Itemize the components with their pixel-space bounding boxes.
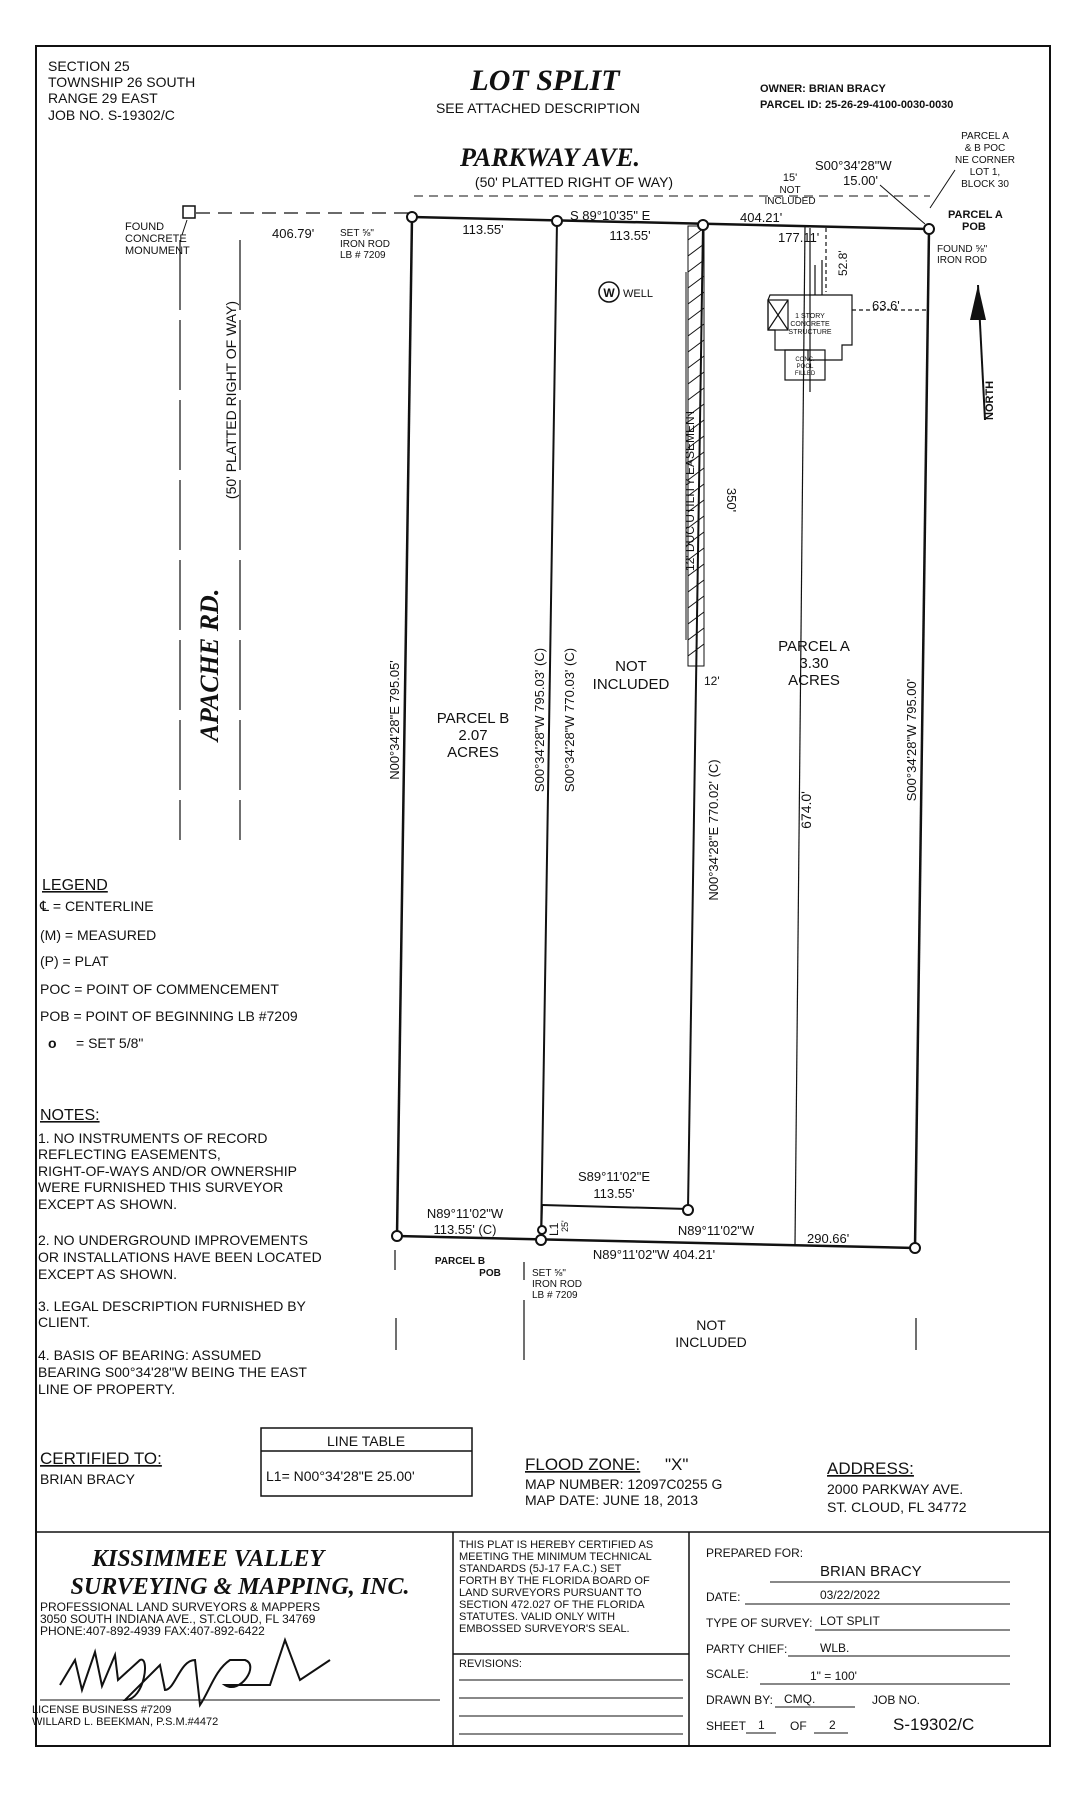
structure-label-2: CONCRETE (790, 321, 830, 328)
type-label: TYPE OF SURVEY: (706, 1616, 813, 1630)
corner-ne-parcel-a (924, 224, 934, 234)
not-included-west-label: S00°34'28"W 770.03' (C) (562, 647, 577, 793)
of-label: OF (790, 1719, 807, 1733)
section-text: SECTION 25 (48, 58, 130, 74)
flood-zone (525, 1455, 722, 1508)
parcel-b-label-3: ACRES (447, 744, 499, 761)
date-label: DATE: (706, 1590, 741, 1604)
note-line-5: 2. NO UNDERGROUND IMPROVEMENTS (38, 1232, 308, 1248)
parcel-id-text: PARCEL ID: 25-26-29-4100-0030-0030 (760, 99, 954, 111)
easement-label: 12' DUC UTILITY EASEMENT (683, 408, 697, 572)
small-south-dist: 113.55' (593, 1186, 635, 1201)
sheet-label: SHEET (706, 1719, 747, 1733)
revisions-label: REVISIONS: (459, 1658, 522, 1670)
corner-sw-parcel-b (392, 1231, 402, 1241)
parcel-labels (437, 638, 850, 761)
north-label: NORTH (984, 380, 996, 420)
township-text: TOWNSHIP 26 SOUTH (48, 74, 196, 90)
parkway-name: PARKWAY AVE. (459, 143, 641, 172)
corner-nw-parcel-a (698, 220, 708, 230)
corner-ne-parcel-b (552, 216, 562, 226)
structure-label-3: STRUCTURE (788, 329, 832, 336)
poc-5: BLOCK 30 (961, 179, 1009, 190)
page-subtitle: SEE ATTACHED DESCRIPTION (435, 100, 641, 116)
line-labels (387, 488, 919, 901)
address-title: ADDRESS: (827, 1459, 914, 1478)
prepared-block (706, 1546, 1010, 1734)
cert-line-4: LAND SURVEYORS PURSUANT TO (459, 1587, 642, 1599)
l1-label: L1 (547, 1222, 561, 1236)
set-rod-3: LB # 7209 (340, 250, 386, 261)
scale-value: 1" = 100' (810, 1669, 857, 1683)
parcel-a-west-label: N00°34'28"E 770.02' (C) (706, 759, 721, 901)
not-included-mid-1: NOT (615, 658, 647, 675)
line-table-title: LINE TABLE (326, 1433, 406, 1449)
small-south-bearing: S89°11'02"E (577, 1169, 651, 1184)
company-name-2: SURVEYING & MAPPING, INC. (70, 1574, 410, 1600)
poc-3: NE CORNER (954, 155, 1016, 166)
dim-113-ni-top: 113.55' (609, 228, 651, 243)
range-text: RANGE 29 EAST (48, 90, 158, 106)
not-included-south-line (542, 1205, 688, 1209)
note-line-12: LINE OF PROPERTY. (38, 1381, 176, 1397)
south-total-bearing: N89°11'02"W 404.21' (592, 1247, 716, 1262)
monument-label-2: CONCRETE (125, 233, 187, 245)
job-text: JOB NO. S-19302/C (48, 107, 175, 123)
well-label: WELL (623, 288, 653, 300)
parcel-a-label-1: PARCEL A (778, 638, 850, 655)
address (827, 1459, 967, 1515)
header-block (48, 58, 953, 123)
set-rod-1: SET ⅝" (340, 228, 374, 239)
dim-406: 406.79' (272, 226, 315, 241)
parcel-b-label-2: 2.07 (458, 727, 488, 744)
company-block (32, 1546, 440, 1728)
legend-item-0: ℄ = CENTERLINE (40, 898, 154, 914)
revision-lines (459, 1680, 683, 1734)
scale-label: SCALE: (706, 1667, 749, 1681)
corner-small (683, 1205, 693, 1215)
monument-label-1: FOUND (125, 221, 165, 233)
dim-404: 404.21' (740, 210, 783, 225)
chief-label: PARTY CHIEF: (706, 1642, 788, 1656)
company-line-3: PHONE:407-892-4939 FAX:407-892-6422 (40, 1624, 265, 1638)
dim-12: 12' (704, 674, 720, 688)
line-table (261, 1428, 472, 1496)
notes (38, 1107, 322, 1397)
cert-line-7: EMBOSSED SURVEYOR'S SEAL. (459, 1623, 630, 1635)
pool-label-1: CONC. (795, 357, 815, 363)
east-line-label: S00°34'28"W 795.00' (904, 678, 919, 802)
legend-item-3: POC = POINT OF COMMENCEMENT (40, 981, 279, 997)
structure-garage-x (768, 300, 788, 330)
cert-line-2: STANDARDS (5J-17 F.A.C.) SET (459, 1563, 622, 1575)
pob-b-2: POB (479, 1268, 501, 1279)
legend-item-4: POB = POINT OF BEGINNING LB #7209 (40, 1008, 298, 1024)
dim-113-b-top: 113.55' (462, 222, 504, 237)
poc-leader (930, 170, 955, 208)
certified-name: BRIAN BRACY (40, 1471, 135, 1487)
cert-line-6: STATUTES. VALID ONLY WITH (459, 1611, 616, 1623)
company-line-2: 3050 SOUTH INDIANA AVE., ST.CLOUD, FL 34769 (40, 1612, 316, 1626)
note-line-10: 4. BASIS OF BEARING: ASSUMED (38, 1347, 262, 1363)
west-line-label: N00°34'28"E 795.05' (387, 660, 402, 780)
note-line-7: EXCEPT AS SHOWN. (38, 1266, 177, 1282)
pob-a-2: POB (962, 221, 986, 233)
cert-line-3: FORTH BY THE FLORIDA BOARD OF (459, 1575, 650, 1587)
address-line-2: ST. CLOUD, FL 34772 (827, 1499, 967, 1515)
certified-title: CERTIFIED TO: (40, 1449, 162, 1468)
found-rod-2: IRON ROD (937, 255, 987, 266)
parcel-a-label-3: ACRES (788, 672, 840, 689)
north-arrow (970, 285, 996, 420)
certification-block (459, 1539, 653, 1670)
poc-4: LOT 1, (969, 167, 1001, 178)
company-name-1: KISSIMMEE VALLEY (91, 1546, 325, 1572)
top-not-included-2: INCLUDED (764, 196, 816, 207)
note-line-3: WERE FURNISHED THIS SURVEYOR (38, 1179, 284, 1195)
apache-road (180, 240, 240, 840)
flood-title: FLOOD ZONE: (525, 1455, 641, 1474)
parcel-b-south-dist: 113.55' (C) (433, 1222, 497, 1237)
dim-350: 350' (724, 487, 739, 513)
structure-label-1: 1 STORY (795, 313, 825, 320)
type-value: LOT SPLIT (820, 1614, 880, 1628)
not-included-bottom-2: INCLUDED (675, 1334, 747, 1350)
dim-15: 15' (782, 172, 798, 184)
utility-easement (683, 226, 704, 666)
pob-b-1: PARCEL B (434, 1256, 486, 1267)
apache-name: APACHE RD. (195, 588, 224, 742)
parcel-b-label-1: PARCEL B (436, 710, 510, 727)
dim-63: 63.6' (872, 298, 900, 313)
legend-title: LEGEND (42, 877, 108, 894)
north-arrow-head (970, 285, 986, 320)
certified-to (40, 1449, 162, 1487)
parcel-a-south-top-bearing: N89°11'02"W (677, 1223, 755, 1238)
note-line-8: 3. LEGAL DESCRIPTION FURNISHED BY (38, 1298, 306, 1314)
owner-text: OWNER: BRIAN BRACY (760, 83, 886, 95)
flood-zone-value: "X" (665, 1455, 689, 1474)
sheet-value: 1 (758, 1718, 765, 1732)
not-included-bottom-1: NOT (696, 1317, 726, 1333)
notes-title: NOTES: (40, 1107, 100, 1124)
page-title: LOT SPLIT (470, 64, 620, 97)
prepared-name: BRIAN BRACY (820, 1563, 922, 1580)
dim-177: 177.11' (778, 230, 820, 245)
license-text: LICENSE BUSINESS #7209 (32, 1704, 172, 1716)
apache-row: (50' PLATTED RIGHT OF WAY) (223, 300, 239, 500)
note-line-9: CLIENT. (38, 1314, 91, 1330)
top-not-included-1: NOT (779, 185, 801, 196)
poc-pob-labels (930, 131, 1015, 266)
poc-1: PARCEL A (961, 131, 1009, 142)
parcel-b-east-label: S00°34'28"W 795.03' (C) (532, 647, 547, 793)
drawn-label: DRAWN BY: (706, 1693, 773, 1707)
north-bearing: S 89°10'35" E (570, 208, 651, 223)
surveyor-signature (60, 1640, 330, 1705)
dim-52: 52.8' (836, 250, 850, 276)
job-label: JOB NO. (872, 1693, 921, 1707)
prepared-label: PREPARED FOR: (706, 1546, 804, 1560)
found-rod-1: FOUND ⅝" (937, 244, 988, 255)
corner-se-parcel-a (910, 1243, 920, 1253)
dim-674: 674.0' (798, 791, 814, 829)
pob-a-1: PARCEL A (948, 209, 1003, 221)
note-line-2: RIGHT-OF-WAYS AND/OR OWNERSHIP (38, 1163, 298, 1179)
poc-2: & B POC (964, 143, 1006, 154)
set-rod-b-1: SET ⅝" (532, 1268, 566, 1279)
well-symbol-letter: W (603, 286, 615, 300)
corner-nw-parcel-b (407, 212, 417, 222)
note-line-6: OR INSTALLATIONS HAVE BEEN LOCATED (38, 1249, 322, 1265)
pool-label-2: POOL (796, 364, 814, 370)
flood-map-number: MAP NUMBER: 12097C0255 G (525, 1476, 723, 1492)
chief-value: WLB. (820, 1641, 850, 1655)
parkway-row: (50' PLATTED RIGHT OF WAY) (474, 174, 674, 190)
drawn-value: CMQ. (784, 1692, 816, 1706)
note-line-4: EXCEPT AS SHOWN. (38, 1196, 177, 1212)
legend-item-5: = SET 5/8" (76, 1035, 144, 1051)
note-line-1: REFLECTING EASEMENTS, (38, 1146, 221, 1162)
parcel-a-label-2: 3.30 (799, 655, 829, 672)
note-line-11: BEARING S00°34'28"W BEING THE EAST (38, 1364, 307, 1380)
monument-symbol (183, 206, 195, 218)
l1-25: 25' (560, 1220, 570, 1232)
top-15-dist: 15.00' (843, 173, 879, 188)
date-value: 03/22/2022 (820, 1588, 881, 1602)
legend-set-symbol: o (48, 1035, 57, 1051)
legend (39, 877, 298, 1051)
note-line-0: 1. NO INSTRUMENTS OF RECORD (38, 1130, 268, 1146)
pool-label-3: FILLED (794, 371, 816, 377)
flood-map-date: MAP DATE: JUNE 18, 2013 (525, 1492, 698, 1508)
surveyor-name: WILLARD L. BEEKMAN, P.S.M.#4472 (32, 1716, 219, 1728)
south-dimensions (395, 1169, 916, 1360)
legend-item-2: (P) = PLAT (40, 953, 109, 969)
well (599, 282, 653, 302)
top-leader (880, 185, 925, 224)
parkway-road (196, 143, 930, 213)
corner-se-parcel-b (536, 1235, 546, 1245)
parcel-b-south-bearing: N89°11'02"W (426, 1206, 504, 1221)
monument-label-3: MONUMENT (125, 245, 190, 257)
cert-line-0: THIS PLAT IS HEREBY CERTIFIED AS (459, 1539, 654, 1551)
set-rod-b-3: LB # 7209 (532, 1290, 578, 1301)
dim-290: 290.66' (807, 1231, 850, 1246)
cert-line-1: MEETING THE MINIMUM TECHNICAL (459, 1551, 652, 1563)
address-line-1: 2000 PARKWAY AVE. (827, 1481, 964, 1497)
set-rod-2: IRON ROD (340, 239, 390, 250)
set-rod-b-2: IRON ROD (532, 1279, 582, 1290)
line-table-row: L1= N00°34'28"E 25.00' (266, 1468, 415, 1484)
legend-item-1: (M) = MEASURED (40, 927, 157, 943)
cert-line-5: SECTION 472.027 OF THE FLORIDA (459, 1599, 645, 1611)
corner-se-parcel-b-2 (538, 1226, 546, 1234)
found-concrete-monument (125, 206, 195, 257)
top-bearing: S00°34'28"W (815, 158, 892, 173)
job-number: S-19302/C (893, 1715, 975, 1734)
company-line-1: PROFESSIONAL LAND SURVEYORS & MAPPERS (40, 1600, 321, 1614)
parcel-a-west-line (688, 225, 703, 1209)
sheets-value: 2 (829, 1718, 836, 1732)
not-included-mid-2: INCLUDED (592, 676, 670, 693)
